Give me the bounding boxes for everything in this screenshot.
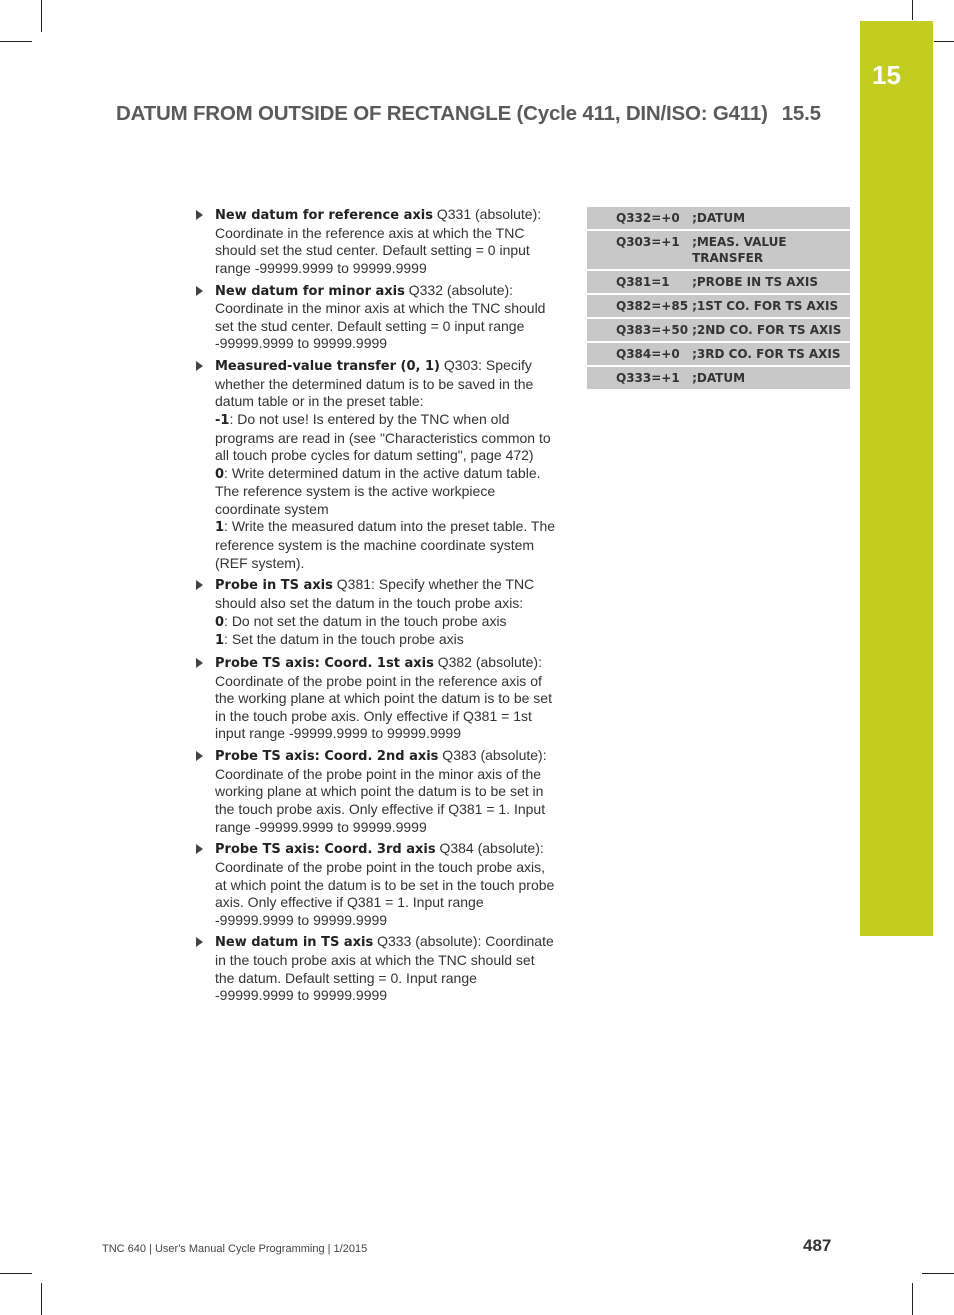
code-comment: ;2ND CO. FOR TS AXIS: [692, 318, 850, 342]
option-value: 1: [215, 520, 225, 536]
parameter-description: Q381: Specify whether the TNC should also set the datum in the touch probe axis:: [215, 576, 535, 612]
parameter-description: : Set the datum in the touch probe axis: [224, 631, 464, 648]
code-parameter: Q383=+50: [587, 318, 692, 342]
parameter-item: [196, 282, 556, 353]
triangle-bullet-icon: [196, 844, 203, 854]
triangle-bullet-icon: [196, 580, 203, 590]
parameter-item: [196, 576, 556, 649]
code-row: [587, 207, 850, 230]
parameter-description: Q382 (absolute): Coordinate of the probe point in the reference axis of the working plane at which point the datum is to be set in the touch probe axis. Only effective if Q381 = 1st input range -99999.9999 to 99999.9999: [215, 654, 552, 742]
code-parameter: Q381=1: [587, 270, 692, 294]
parameter-item: [196, 206, 556, 277]
code-row: [587, 342, 850, 366]
parameter-description: : Do not use! Is entered by the TNC when old programs are read in (see "Characteristics common to all touch probe cycles for datum setting", page 472): [215, 410, 551, 464]
code-row: [587, 318, 850, 342]
option-value: -1: [215, 412, 230, 428]
parameter-description: Q303: Specify whether the determined datum is to be saved in the datum table or in the preset table:: [215, 357, 534, 410]
parameter-description: : Do not set the datum in the touch probe axis: [224, 612, 507, 629]
section-number: 15.5: [781, 102, 821, 125]
triangle-bullet-icon: [196, 937, 203, 947]
code-comment: ;1ST CO. FOR TS AXIS: [692, 294, 850, 318]
code-parameter: Q382=+85: [587, 294, 692, 318]
code-row: [587, 294, 850, 318]
page-header: [116, 102, 821, 126]
parameter-name: Probe TS axis: Coord. 2nd axis: [215, 749, 439, 765]
parameter-item: [196, 747, 556, 836]
option-value: 1: [215, 633, 225, 649]
chapter-tab: [860, 21, 933, 936]
parameter-name: New datum in TS axis: [215, 935, 374, 951]
footer-text: TNC 640 | User's Manual Cycle Programming | 1/2015: [102, 1243, 368, 1255]
parameter-description: Q383 (absolute): Coordinate of the probe point in the minor axis of the working plane at which point the datum is to be set in the touch probe axis. Only effective if Q381 = 1. Input range -99999.9999 to 99999.9999: [215, 747, 547, 835]
code-parameter: Q333=+1: [587, 366, 692, 390]
parameter-description: : Write determined datum in the active datum table. The reference system is the active workpiece coordinate system: [215, 464, 541, 517]
code-comment: ;PROBE IN TS AXIS: [692, 270, 850, 294]
parameter-description: Q384 (absolute): Coordinate of the probe point in the touch probe axis, at which point the datum is to be set in the touch probe axis. Only effective if Q381 = 1. Input range -99999.9999 to 99999.9999: [215, 840, 555, 928]
parameter-description: Q332 (absolute): Coordinate in the minor axis at which the TNC should set the stud center. Default setting = 0 input range -99999.9999 to 99999.9999: [215, 281, 546, 352]
code-comment: ;DATUM: [692, 207, 850, 230]
triangle-bullet-icon: [196, 361, 203, 371]
parameter-item: [196, 654, 556, 743]
parameter-name: Probe in TS axis: [215, 578, 333, 594]
parameter-item: [196, 357, 556, 572]
nc-code-table: [587, 207, 850, 391]
code-row: [587, 230, 850, 270]
parameter-name: Probe TS axis: Coord. 3rd axis: [215, 842, 436, 858]
crop-mark: [41, 1283, 42, 1315]
code-parameter: Q303=+1: [587, 230, 692, 270]
parameter-name: Measured-value transfer (0, 1): [215, 359, 440, 375]
option-value: 0: [215, 466, 225, 482]
code-comment: ;MEAS. VALUE TRANSFER: [692, 230, 850, 270]
parameter-name: New datum for minor axis: [215, 283, 405, 299]
option-value: 0: [215, 614, 225, 630]
code-row: [587, 270, 850, 294]
triangle-bullet-icon: [196, 286, 203, 296]
parameter-list: [196, 206, 556, 1009]
triangle-bullet-icon: [196, 658, 203, 668]
crop-mark: [934, 41, 954, 42]
parameter-item: [196, 933, 556, 1004]
chapter-number: 15: [872, 60, 901, 90]
triangle-bullet-icon: [196, 751, 203, 761]
triangle-bullet-icon: [196, 210, 203, 220]
crop-mark: [0, 41, 32, 42]
page-number: 487: [803, 1236, 832, 1255]
parameter-name: New datum for reference axis: [215, 208, 433, 223]
page-title: DATUM FROM OUTSIDE OF RECTANGLE (Cycle 411, DIN/ISO: G411): [116, 102, 768, 125]
crop-mark: [922, 1273, 954, 1274]
code-row: [587, 366, 850, 390]
parameter-description: Q331 (absolute): Coordinate in the reference axis at which the TNC should set the stud center. Default setting = 0 input range -99999.9999 to 99999.9999: [215, 206, 542, 276]
parameter-item: [196, 840, 556, 929]
parameter-description: Q333 (absolute): Coordinate in the touch probe axis at which the TNC should set the datum. Default setting = 0. Input range -99999.9999 to 99999.9999: [215, 933, 554, 1004]
code-parameter: Q384=+0: [587, 342, 692, 366]
parameter-name: Probe TS axis: Coord. 1st axis: [215, 656, 434, 671]
code-comment: ;3RD CO. FOR TS AXIS: [692, 342, 850, 366]
parameter-description: : Write the measured datum into the preset table. The reference system is the machine coordinate system (REF system).: [215, 518, 556, 571]
crop-mark: [41, 0, 42, 32]
code-comment: ;DATUM: [692, 366, 850, 390]
crop-mark: [0, 1273, 32, 1274]
crop-mark: [912, 1283, 913, 1315]
code-parameter: Q332=+0: [587, 207, 692, 230]
crop-mark: [912, 0, 913, 20]
